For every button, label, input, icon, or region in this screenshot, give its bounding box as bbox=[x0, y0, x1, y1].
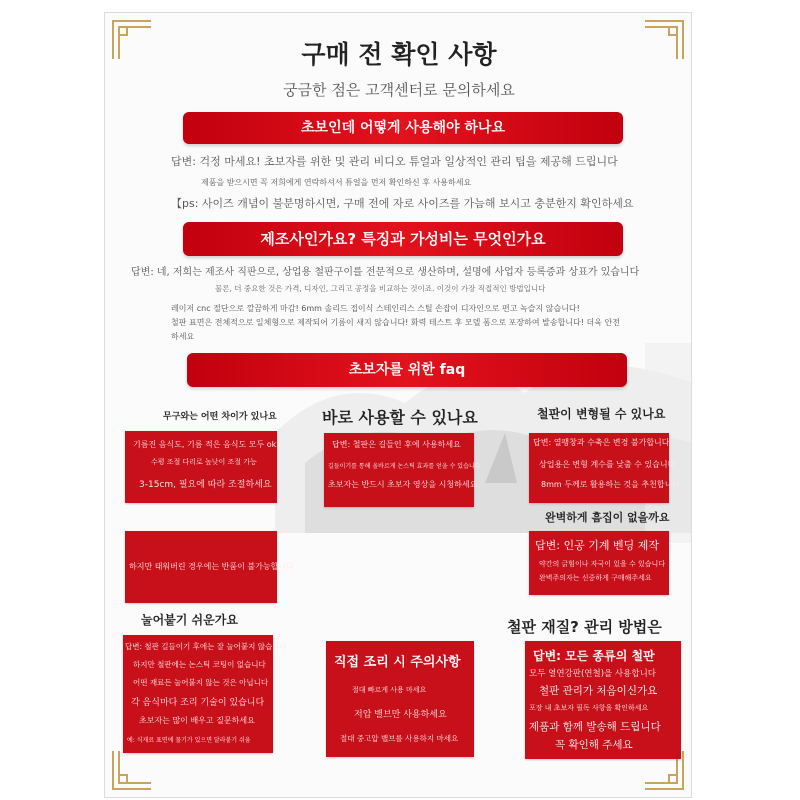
faq-card bbox=[125, 531, 294, 603]
faq-card-line: 답변: 철판은 길들인 후에 사용하세요 bbox=[332, 440, 461, 449]
faq-label: 철판 재질? 관리 방법은 bbox=[507, 618, 662, 636]
faq-card-line: 꼭 확인해 주세요 bbox=[555, 739, 633, 751]
faq-card-line: 하지만 철판에는 논스틱 코팅이 없습니다 bbox=[133, 660, 266, 669]
info-page bbox=[104, 12, 692, 798]
note-text: 물론, 더 중요한 것은 가격, 디자인, 그리고 공정을 비교하는 것이죠. 이것이 가장 직접적인 방법입니다 bbox=[215, 284, 546, 293]
faq-card-line: 모두 열연강판(연철)을 사용합니다 bbox=[529, 669, 656, 679]
faq-card-line: 답변: 철판 길들이기 후에는 잘 눌어붙지 않습니다 bbox=[125, 642, 287, 651]
faq-card bbox=[525, 641, 681, 759]
faq-label: 바로 사용할 수 있나요 bbox=[322, 408, 478, 427]
answer-text: 답변: 걱정 마세요! 초보자를 위한 및 관리 비디오 튜얼과 일상적인 관리 팁을 제공해 드립니다 bbox=[171, 155, 618, 168]
question-banner-manufacturer: 제조사인가요? 특징과 가성비는 무엇인가요 bbox=[183, 222, 623, 256]
faq-card-line: 어떤 재료든 눌어붙지 않는 것은 아닙니다 bbox=[133, 678, 269, 687]
faq-card bbox=[123, 635, 287, 753]
faq-card-line: 답변: 모든 종류의 철판 bbox=[533, 649, 655, 663]
faq-card bbox=[125, 431, 277, 503]
faq-banner: 초보자를 위한 faq bbox=[187, 353, 627, 387]
faq-card bbox=[324, 433, 481, 507]
note-text: 제품을 받으시면 꼭 저희에게 연락하셔서 튜얼을 먼저 확인하신 후 사용하세요 bbox=[201, 178, 472, 187]
faq-card bbox=[326, 641, 474, 757]
faq-card-line: 약간의 긁힘이나 자국이 있을 수 있습니다 bbox=[539, 560, 666, 568]
faq-label: 철판이 변형될 수 있나요 bbox=[537, 407, 666, 421]
faq-card-line: 예: 식재료 표면에 물기가 있으면 달라붙기 쉬움 bbox=[127, 737, 251, 744]
detail-text: 레이저 cnc 절단으로 깔끔하게 마감! 6mm 솔리드 접이식 스테인리스 스틸 손잡이 디자인으로 편고 녹슬지 않습니다! bbox=[171, 304, 580, 313]
faq-card-line: 3-15cm, 필요에 따라 조절하세요 bbox=[139, 480, 272, 490]
page-title: 구매 전 확인 사항 bbox=[301, 40, 497, 69]
faq-card bbox=[529, 433, 681, 503]
answer-text: 답변: 네, 저희는 제조사 직판으로, 상업용 철판구이를 전문적으로 생산하며, 설명에 사업자 등록증과 상표가 있습니다 bbox=[131, 267, 640, 278]
faq-card-line: 초보자는 반드시 초보자 영상을 시청하세요 bbox=[328, 480, 478, 489]
page-subtitle: 궁금한 점은 고객센터로 문의하세요 bbox=[283, 81, 515, 99]
faq-card-line: 상업용은 변형 계수를 낮출 수 있습니다 bbox=[539, 460, 676, 469]
faq-label: 완벽하게 흠집이 없을까요 bbox=[545, 511, 670, 524]
faq-card-line: 하지만 태워버린 경우에는 반품이 불가능합니다 bbox=[129, 562, 294, 571]
faq-card-line: 답변: 인공 기계 벤딩 제작 bbox=[535, 539, 659, 552]
faq-card bbox=[529, 531, 669, 595]
faq-label: 무구와는 어떤 차이가 있나요 bbox=[163, 412, 277, 422]
question-banner-beginner: 초보인데 어떻게 사용해야 하나요 bbox=[183, 112, 623, 144]
faq-card-line: 수평 조절 다리로 높낮이 조절 가능 bbox=[151, 458, 257, 466]
faq-card-line: 절대 빠르게 사용 마세요 bbox=[352, 686, 427, 694]
ps-text: 【ps: 사이즈 개념이 불분명하시면, 구매 전에 자로 사이즈를 가늠해 보시고 충분한지 확인하세요 bbox=[171, 197, 634, 210]
faq-card-line: 8mm 두께로 활용하는 것을 추천합니다 bbox=[541, 480, 681, 489]
faq-card-line: 각 음식마다 조리 기술이 있습니다 bbox=[131, 698, 265, 708]
faq-card-line: 완벽주의자는 신중하게 구매해주세요 bbox=[539, 574, 652, 582]
faq-card-line: 포장 내 초보자 필독 사항을 확인하세요 bbox=[529, 704, 649, 712]
faq-label: 눌어붙기 쉬운가요 bbox=[141, 613, 238, 627]
corner-ornament-icon bbox=[111, 749, 153, 791]
faq-card-title: 직접 조리 시 주의사항 bbox=[334, 655, 461, 670]
faq-card-line: 초보자는 많이 배우고 질문하세요 bbox=[139, 716, 255, 725]
faq-card-line: 답변: 열팽창과 수축은 변경 불가합니다 bbox=[533, 438, 670, 447]
detail-text: 철판 표면은 전체적으로 일체형으로 제작되어 기름이 새지 않습니다! 화력 테스트 후 모델 폼으로 포장하여 발송합니다! 더욱 안전 bbox=[171, 318, 620, 327]
faq-card-line: 철판 관리가 처음이신가요 bbox=[539, 685, 658, 697]
faq-card-line: 제품과 함께 발송해 드립니다 bbox=[529, 721, 661, 733]
faq-card-line: 기름진 음식도, 기름 적은 음식도 모두 ok bbox=[133, 440, 277, 449]
faq-card-line: 길들이기를 통해 올바르게 논스틱 효과를 얻을 수 있습니다 bbox=[328, 463, 481, 470]
faq-card-line: 저압 밸브만 사용하세요 bbox=[354, 710, 447, 720]
faq-card-line: 절대 중고압 밸브를 사용하지 마세요 bbox=[340, 734, 459, 743]
detail-text: 하세요 bbox=[171, 332, 195, 341]
